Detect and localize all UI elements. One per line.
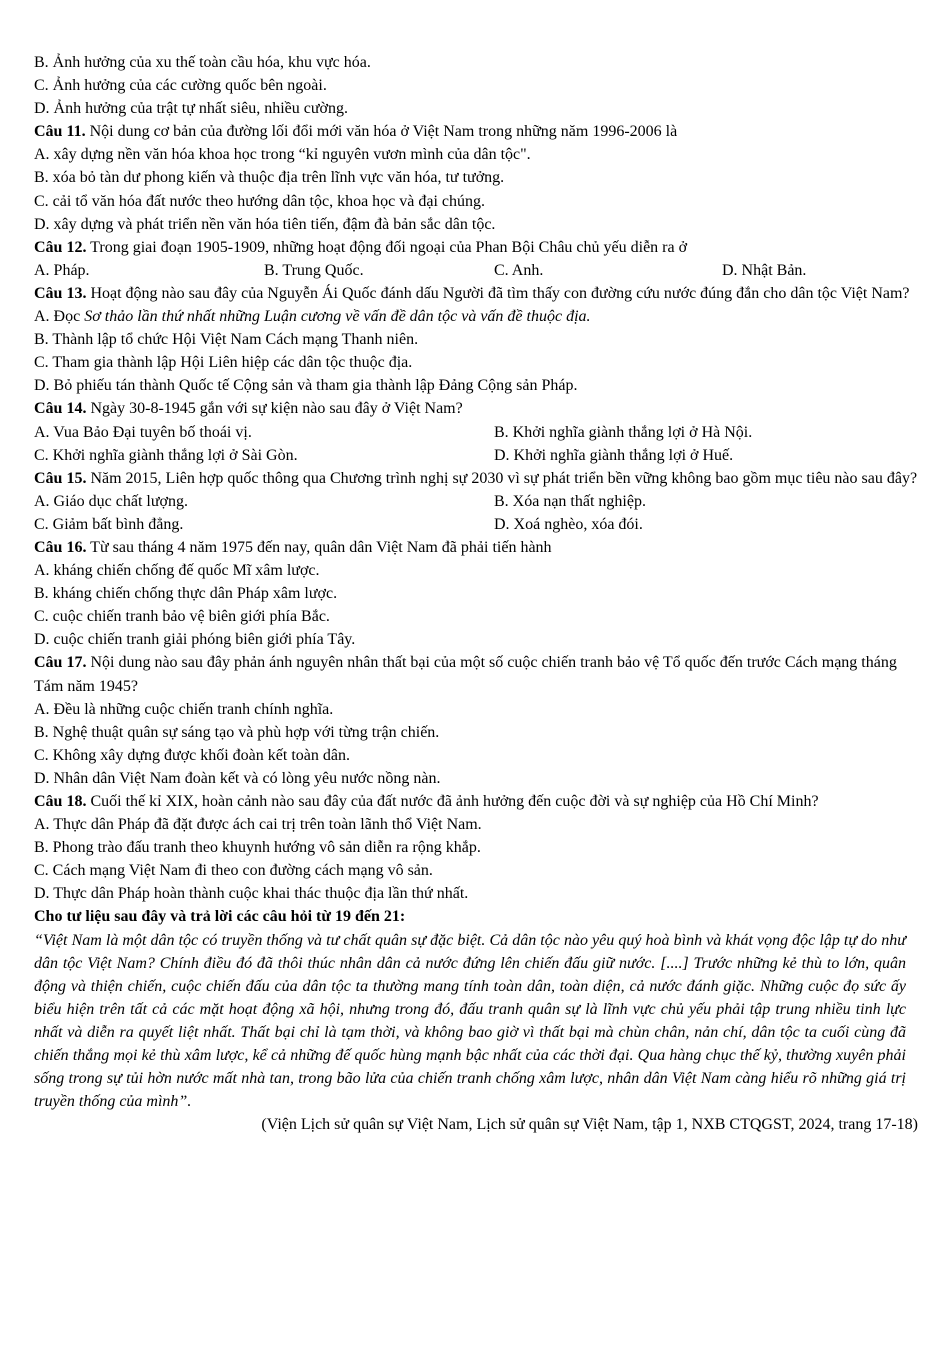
question-16 xyxy=(34,536,918,559)
question-14-number: Câu 14. xyxy=(34,400,87,418)
question-11-option-a: A. xây dựng nền văn hóa khoa học trong “kỉ nguyên vươn mình của dân tộc". xyxy=(34,146,531,164)
question-18-option-d: D. Thực dân Pháp hoàn thành cuộc khai thác thuộc địa lần thứ nhất. xyxy=(34,885,469,903)
prev-option-d: D. Ảnh hưởng của trật tự nhất siêu, nhiều cường. xyxy=(34,100,348,118)
question-14-option-b: B. Khởi nghĩa giành thắng lợi ở Hà Nội. xyxy=(494,423,753,441)
question-14-option-a: A. Vua Bảo Đại tuyên bố thoái vị. xyxy=(34,423,252,441)
question-17-option-a: A. Đều là những cuộc chiến tranh chính nghĩa. xyxy=(34,700,334,718)
question-12-number: Câu 12. xyxy=(34,238,87,256)
question-16-option-a: A. kháng chiến chống đế quốc Mĩ xâm lược. xyxy=(34,562,320,580)
question-11-text: Nội dung cơ bản của đường lối đổi mới văn hóa ở Việt Nam trong những năm 1996-2006 là xyxy=(85,123,678,141)
question-14-option-c: C. Khởi nghĩa giành thắng lợi ở Sài Gòn. xyxy=(34,446,298,464)
passage-heading: Cho tư liệu sau đây và trả lời các câu hỏi từ 19 đến 21: xyxy=(34,908,406,926)
question-17 xyxy=(34,651,918,697)
question-16-option-b: B. kháng chiến chống thực dân Pháp xâm lược. xyxy=(34,585,338,603)
question-12-option-c: C. Anh. xyxy=(494,261,544,279)
passage-quote: “Việt Nam là một dân tộc có truyền thống và tư chất quân sự đặc biệt. Cả dân tộc nào yêu quý hoà bình và khát vọng độc lập tự do như dân tộc Việt Nam? Chính điều đó đã thôi thúc nhân dân cả nước đứng lên chiến đấu giữ nước. [....] Trước những kẻ thù to lớn, quân động và thiện chiến, cuộc chiến đấu của dân tộc ta thường mang tính toàn dân, toàn diện, cả nước đánh giặc. Những cuộc đọ sức ấy biểu hiện trên tất cả các mặt hoạt động xã hội, nhưng trong đó, đấu tranh quân sự là lĩnh vực chủ yếu phải tập trung nhiều tinh lực nhất và diễn ra quyết liệt nhất. Thất bại chỉ là tạm thời, và không bao giờ vì thất bại mà chùn chân, nản chí, dân tộc ta cuối cùng đã chiến thắng mọi kẻ thù xâm lược, kể cả những đế quốc hùng mạnh bậc nhất của các thời đại. Qua hàng chục thế kỷ, thường xuyên phải sống trong sự tủi hờn nước mất nhà tan, trong bão lửa của chiến tranh chống xâm lược, nhân dân Việt Nam càng hiểu rõ những giá trị truyền thống của mình”. xyxy=(34,931,906,1111)
question-14-options-row-1 xyxy=(34,421,918,444)
question-18 xyxy=(34,790,918,813)
question-15 xyxy=(34,467,918,490)
question-15-option-a: A. Giáo dục chất lượng. xyxy=(34,492,188,510)
question-12-option-b: B. Trung Quốc. xyxy=(264,261,364,279)
question-18-number: Câu 18. xyxy=(34,793,87,810)
question-11-option-b: B. xóa bỏ tàn dư phong kiến và thuộc địa trên lĩnh vực văn hóa, tư tưởng. xyxy=(34,169,505,187)
exam-page xyxy=(34,51,918,1136)
question-16-option-d: D. cuộc chiến tranh giải phóng biên giới phía Tây. xyxy=(34,631,356,649)
question-15-option-d: D. Xoá nghèo, xóa đói. xyxy=(494,515,643,533)
question-13-option-b: B. Thành lập tổ chức Hội Việt Nam Cách mạng Thanh niên. xyxy=(34,331,419,349)
question-11-option-d: D. xây dựng và phát triển nền văn hóa tiên tiến, đậm đà bản sắc dân tộc. xyxy=(34,215,496,233)
question-12-option-d: D. Nhật Bản. xyxy=(722,261,807,279)
question-15-option-c: C. Giảm bất bình đẳng. xyxy=(34,515,184,533)
question-13-number: Câu 13. xyxy=(34,284,87,302)
question-14 xyxy=(34,397,918,420)
question-17-option-c: C. Không xây dựng được khối đoàn kết toàn dân. xyxy=(34,746,350,764)
question-18-option-a: A. Thực dân Pháp đã đặt được ách cai trị trên toàn lãnh thổ Việt Nam. xyxy=(34,816,482,834)
question-12 xyxy=(34,236,918,259)
question-15-number: Câu 15. xyxy=(34,469,87,487)
passage-source: (Viện Lịch sử quân sự Việt Nam, Lịch sử quân sự Việt Nam, tập 1, NXB CTQGST, 2024, trang 17-18) xyxy=(261,1116,918,1134)
question-13-option-d: D. Bỏ phiếu tán thành Quốc tế Cộng sản và tham gia thành lập Đảng Cộng sản Pháp. xyxy=(34,377,578,395)
question-11-number: Câu 11. xyxy=(34,123,86,141)
question-18-option-c: C. Cách mạng Việt Nam đi theo con đường cách mạng vô sản. xyxy=(34,862,433,880)
question-12-option-a: A. Pháp. xyxy=(34,261,90,279)
question-16-text: Từ sau tháng 4 năm 1975 đến nay, quân dân Việt Nam đã phải tiến hành xyxy=(86,538,552,556)
question-15-options-row-1 xyxy=(34,490,918,513)
question-12-options xyxy=(34,259,918,282)
question-13 xyxy=(34,282,918,305)
question-17-option-b: B. Nghệ thuật quân sự sáng tạo và phù hợp với từng trận chiến. xyxy=(34,723,440,741)
question-11-option-c: C. cải tổ văn hóa đất nước theo hướng dân tộc, khoa học và đại chúng. xyxy=(34,192,486,210)
question-17-text: Nội dung nào sau đây phản ánh nguyên nhân thất bại của một số cuộc chiến tranh bảo vệ Tổ quốc đến trước Cách mạng tháng Tám năm 1945? xyxy=(34,654,897,695)
question-13-text: Hoạt động nào sau đây của Nguyễn Ái Quốc đánh dấu Người đã tìm thấy con đường cứu nước đúng đắn cho dân tộc Việt Nam? xyxy=(86,284,910,302)
question-17-number: Câu 17. xyxy=(34,654,87,672)
question-14-text: Ngày 30-8-1945 gắn với sự kiện nào sau đây ở Việt Nam? xyxy=(86,400,463,418)
prev-option-b: B. Ảnh hưởng của xu thế toàn cầu hóa, khu vực hóa. xyxy=(34,54,371,71)
question-14-option-d: D. Khởi nghĩa giành thắng lợi ở Huế. xyxy=(494,446,734,464)
question-16-option-c: C. cuộc chiến tranh bảo vệ biên giới phía Bắc. xyxy=(34,608,330,626)
question-15-option-b: B. Xóa nạn thất nghiệp. xyxy=(494,492,646,510)
question-13-option-a-prefix: A. Đọc xyxy=(34,308,85,326)
question-11 xyxy=(34,120,918,143)
question-15-text: Năm 2015, Liên hợp quốc thông qua Chương trình nghị sự 2030 vì sự phát triển bền vững không bao gồm mục tiêu nào sau đây? xyxy=(86,469,918,487)
question-18-option-b: B. Phong trào đấu tranh theo khuynh hướng vô sản diễn ra rộng khắp. xyxy=(34,839,481,857)
question-17-option-d: D. Nhân dân Việt Nam đoàn kết và có lòng yêu nước nồng nàn. xyxy=(34,769,441,787)
question-16-number: Câu 16. xyxy=(34,538,87,556)
prev-option-c: C. Ảnh hưởng của các cường quốc bên ngoài. xyxy=(34,77,327,95)
question-12-text: Trong giai đoạn 1905-1909, những hoạt động đối ngoại của Phan Bội Châu chủ yếu diễn ra ở xyxy=(86,238,688,256)
question-18-text: Cuối thế kỉ XIX, hoàn cảnh nào sau đây của đất nước đã ảnh hưởng đến cuộc đời và sự nghiệp của Hồ Chí Minh? xyxy=(86,793,819,810)
question-15-options-row-2 xyxy=(34,513,918,536)
question-13-option-a-title: Sơ thảo lần thứ nhất những Luận cương về vấn đề dân tộc và vấn đề thuộc địa. xyxy=(84,308,591,326)
question-13-option-a xyxy=(34,305,918,328)
question-13-option-c: C. Tham gia thành lập Hội Liên hiệp các dân tộc thuộc địa. xyxy=(34,354,413,372)
question-14-options-row-2 xyxy=(34,444,918,467)
